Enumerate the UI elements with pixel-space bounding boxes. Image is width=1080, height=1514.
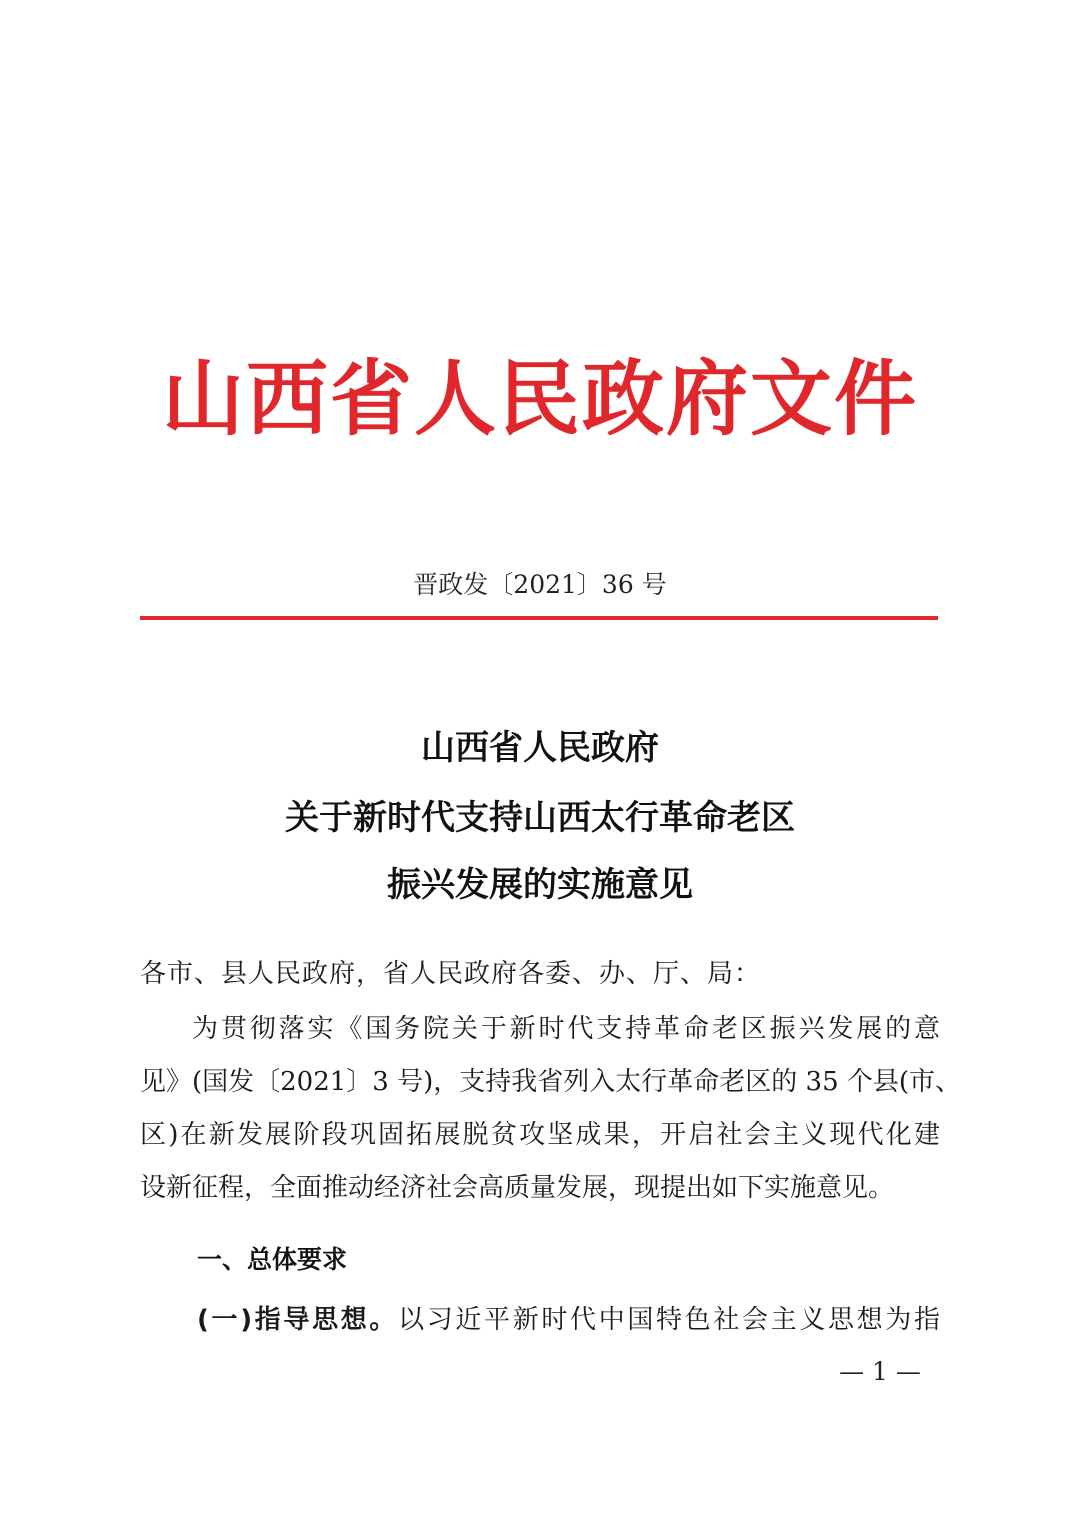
subsection-text: 以习近平新时代中国特色社会主义思想为指: [398, 1305, 940, 1335]
document-number: 晋政发〔2021〕36 号: [413, 570, 667, 599]
document-title-line-2: 关于新时代支持山西太行革命老区: [285, 798, 795, 838]
subsection-label: (一)指导思想。: [197, 1305, 399, 1335]
paragraph-line: 设新征程，全面推动经济社会高质量发展，现提出如下实施意见。: [140, 1173, 895, 1203]
section-heading: 一、总体要求: [197, 1245, 348, 1274]
paragraph-line: 为贯彻落实《国务院关于新时代支持革命老区振兴发展的意: [192, 1014, 940, 1044]
document-title-line-3: 振兴发展的实施意见: [387, 865, 693, 905]
page-number: — 1 —: [839, 1357, 921, 1386]
addressee-line: 各市、县人民政府，省人民政府各委、办、厅、局：: [140, 959, 762, 989]
issuing-authority-title: 山西省人民政府文件: [161, 352, 918, 447]
subsection-paragraph: [197, 1296, 940, 1344]
paragraph-line: 区)在新发展阶段巩固拓展脱贫攻坚成果，开启社会主义现代化建: [140, 1120, 940, 1150]
red-separator-rule: [140, 616, 938, 620]
intro-paragraph: [140, 1003, 962, 1215]
document-title-line-1: 山西省人民政府: [421, 728, 659, 768]
paragraph-line: 见》(国发〔2021〕3 号)，支持我省列入太行革命老区的 35 个县(市、: [140, 1067, 962, 1097]
